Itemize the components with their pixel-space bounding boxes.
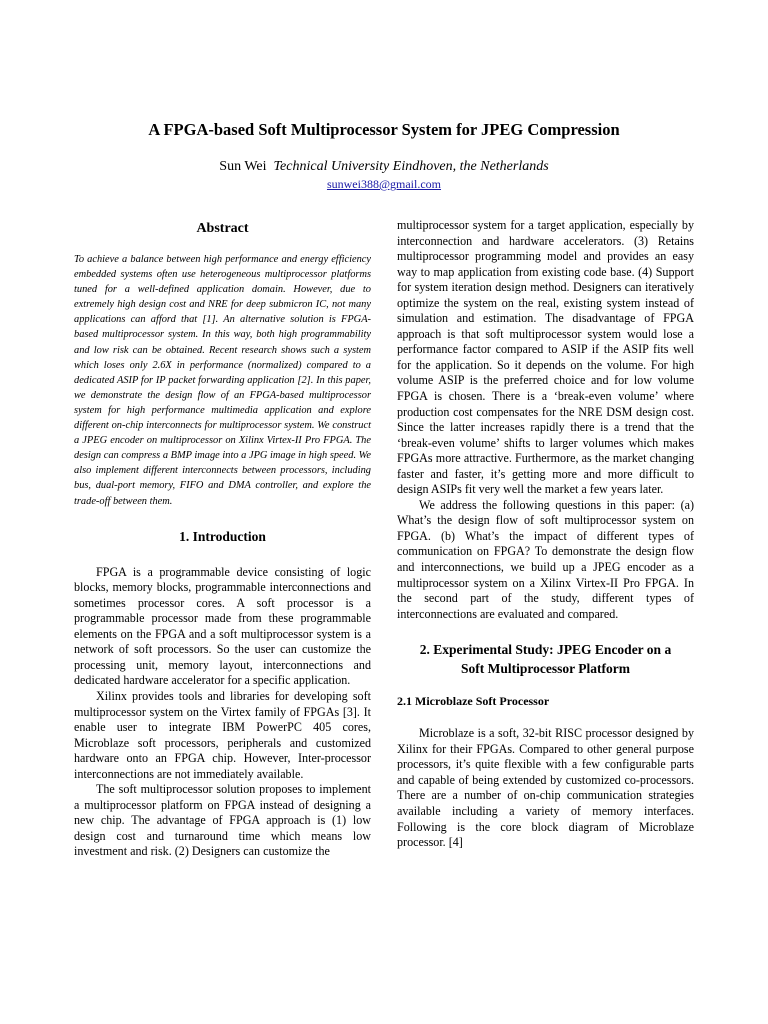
section2-heading (397, 640, 694, 678)
paper-title: A FPGA-based Soft Multiprocessor System for JPEG Compression (148, 120, 620, 139)
left-column (74, 220, 371, 860)
intro-paragraph-4: We address the following questions in this paper: (a) What’s the design flow of soft multiprocessor system on FPGA. (b) What’s the impact of different types of communication on FPGA? To demonstrate the design flow and interconnections, we build up a JPEG encoder as a multiprocessor system on a Xilinx Virtex-II Pro FPGA. In the second part of the study, different types of interconnections are evaluated and compared. (397, 497, 694, 621)
abstract-heading: Abstract (196, 221, 249, 236)
intro-paragraph-1: FPGA is a programmable device consisting of logic blocks, memory blocks, programmable interconnections and sometimes processor cores. A soft processor is a programmable processor made from these programmable elements on the FPGA and a soft multiprocessor system is a network of soft processors. So the user can customize the processing unit, memory layout, interconnections and dedicated hardware accelerator for a specific application. (74, 564, 371, 688)
author-affiliation: Technical University Eindhoven, the Netherlands (273, 159, 549, 174)
right-column (397, 218, 694, 851)
author-email-link[interactable]: sunwei388@gmail.com (326, 177, 442, 191)
section2-body (397, 726, 694, 850)
author-line (0, 157, 768, 177)
introduction-body (74, 565, 371, 860)
subsection-2-1-heading: 2.1 Microblaze Soft Processor (397, 694, 550, 709)
author-name: Sun Wei (219, 159, 267, 174)
intro-paragraph-2: Xilinx provides tools and libraries for developing soft multiprocessor system on the Virtex family of FPGAs [3]. It enable user to integrate IBM PowerPC 405 cores, Microblaze soft processors, peripherals and customized hardware onto an FPGA chip. However, Inter-processor interconnections are not immediately available. (74, 688, 371, 781)
abstract-text: To achieve a balance between high performance and energy efficiency embedded systems often use heterogeneous multiprocessor platforms tuned for a well-defined application domain. However, due to extremely high design cost and NRE for deep submicron IC, not many applications can afford that [1]. An alternative solution is FPGA-based multiprocessor system. In this way, both high programmability and low risk can be obtained. Recent research shows such a system which loses only 2.6X in performance (normalized) compared to a dedicated ASIP for IP packet forwarding application [2]. In this paper, we demonstrate the design flow of an FPGA-based multiprocessor system for high performance multimedia application and explore different on-chip interconnects for multiprocessor system. We construct a JPEG encoder on multiprocessor on Xilinx Virtex-II Pro FPGA. The design can compress a BMP image into a JPG image in high speed. We also implement different interconnects between processors, including bus, dual-port memory, FIFO and DMA controller, and explore the trade-off between them. (74, 254, 371, 507)
introduction-heading: 1. Introduction (179, 528, 266, 544)
intro-paragraph-3-continued: multiprocessor system for a target application, especially by interconnection and hardware accelerators. (3) Retains multiprocessor programming model and provides an easy way to map application from existing code base. (4) Support for system iteration design method. Designers can iteratively optimize the system on the real, existing system instead of simulation and estimation. The disadvantage of FPGA approach is that soft multiprocessor system would lose a performance factor compared to ASIP if the ASIP fits well for the application. So it depends on the volume. For high volume ASIP is the preferred choice and for low volume FPGA is chosen. There is a ‘break-even volume’ where production cost compensates for the NRE DSM design cost. Since the latter increases rapidly there is a trend that the ‘break-even volume’ shifts to larger volumes which makes FPGAs more attractive. Furthermore, as the market changing faster and faster, it’s getting more and more difficult to design ASIPs fit very well the market a few years later. (397, 218, 694, 497)
section2-heading-line1: 2. Experimental Study: JPEG Encoder on a (419, 642, 672, 658)
intro-paragraph-3: The soft multiprocessor solution proposes to implement a multiprocessor platform on FPGA instead of designing a new chip. The advantage of FPGA approach is (1) low design cost and turnaround time which means low investment and risk. (2) Designers can customize the (74, 782, 371, 859)
section2-heading-line2: Soft Multiprocessor Platform (461, 661, 630, 677)
section2-paragraph-1: Microblaze is a soft, 32-bit RISC processor designed by Xilinx for their FPGAs. Compared to other general purpose processors, it’s quite flexible with a few configurable parts and capable of being extended by customized co-processors. There are a number of on-chip communication strategies available including a variety of memory interfaces. Following is the core block diagram of Microblaze processor. [4] (397, 726, 694, 850)
